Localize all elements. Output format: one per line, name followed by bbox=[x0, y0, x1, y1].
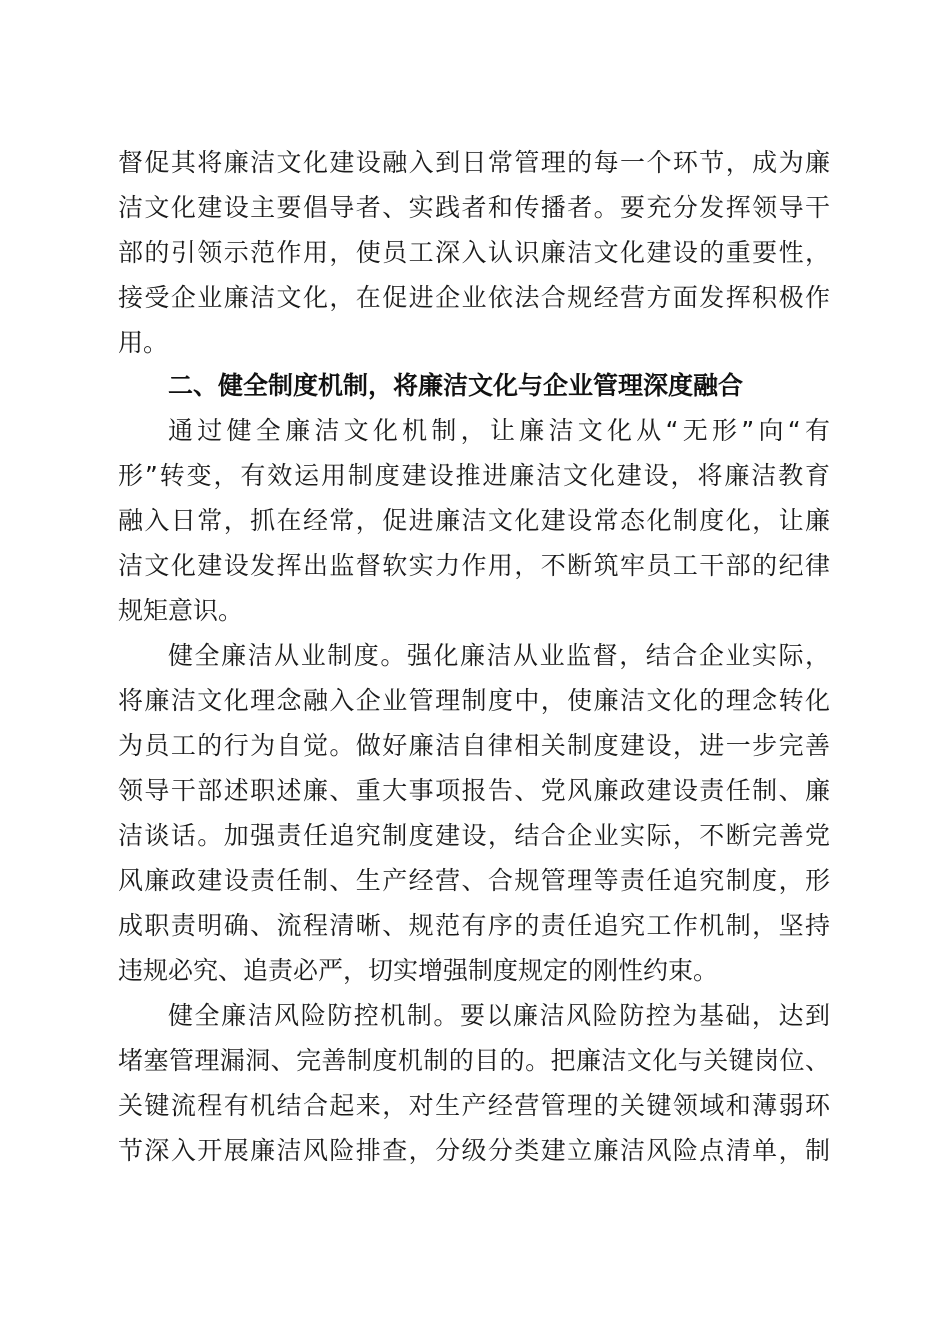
paragraph-1-line-5: 用。 bbox=[118, 328, 169, 357]
paragraph-4-line-4: 节深入开展廉洁风险排查，分级分类建立廉洁风险点清单，制 bbox=[118, 1136, 830, 1165]
paragraph-1-line-4: 接受企业廉洁文化，在促进企业依法合规经营方面发挥积极作 bbox=[118, 283, 830, 312]
paragraph-3-line-2: 将廉洁文化理念融入企业管理制度中，使廉洁文化的理念转化 bbox=[118, 686, 830, 715]
paragraph-1-line-1: 督促其将廉洁文化建设融入到日常管理的每一个环节，成为廉 bbox=[118, 148, 830, 177]
paragraph-2-line-5: 规矩意识。 bbox=[118, 596, 244, 625]
paragraph-4-line-3: 关键流程有机结合起来，对生产经营管理的关键领域和薄弱环 bbox=[118, 1091, 830, 1120]
paragraph-2-line-3: 融入日常，抓在经常，促进廉洁文化建设常态化制度化，让廉 bbox=[118, 506, 830, 535]
paragraph-3-line-5: 洁谈话。加强责任追究制度建设，结合企业实际，不断完善党 bbox=[118, 821, 830, 850]
paragraph-2-line-2: 形”转变，有效运用制度建设推进廉洁文化建设，将廉洁教育 bbox=[118, 461, 830, 490]
paragraph-2-line-4: 洁文化建设发挥出监督软实力作用，不断筑牢员工干部的纪律 bbox=[118, 551, 830, 580]
paragraph-3-line-3: 为员工的行为自觉。做好廉洁自律相关制度建设，进一步完善 bbox=[118, 731, 830, 760]
paragraph-2-line-1: 通过健全廉洁文化机制，让廉洁文化从“无形”向“有 bbox=[168, 416, 830, 445]
paragraph-3-line-8: 违规必究、追责必严，切实增强制度规定的刚性约束。 bbox=[118, 956, 719, 985]
section-heading: 二、健全制度机制，将廉洁文化与企业管理深度融合 bbox=[168, 371, 744, 400]
paragraph-3-line-7: 成职责明确、流程清晰、规范有序的责任追究工作机制，坚持 bbox=[118, 911, 830, 940]
paragraph-3-line-1: 健全廉洁从业制度。强化廉洁从业监督，结合企业实际， bbox=[168, 641, 830, 670]
paragraph-4-line-1: 健全廉洁风险防控机制。要以廉洁风险防控为基础，达到 bbox=[168, 1001, 830, 1030]
paragraph-4-line-2: 堵塞管理漏洞、完善制度机制的目的。把廉洁文化与关键岗位、 bbox=[118, 1046, 830, 1075]
paragraph-3-line-4: 领导干部述职述廉、重大事项报告、党风廉政建设责任制、廉 bbox=[118, 776, 830, 805]
paragraph-3-line-6: 风廉政建设责任制、生产经营、合规管理等责任追究制度，形 bbox=[118, 866, 830, 895]
paragraph-1-line-2: 洁文化建设主要倡导者、实践者和传播者。要充分发挥领导干 bbox=[118, 193, 830, 222]
paragraph-1-line-3: 部的引领示范作用，使员工深入认识廉洁文化建设的重要性， bbox=[118, 238, 830, 267]
